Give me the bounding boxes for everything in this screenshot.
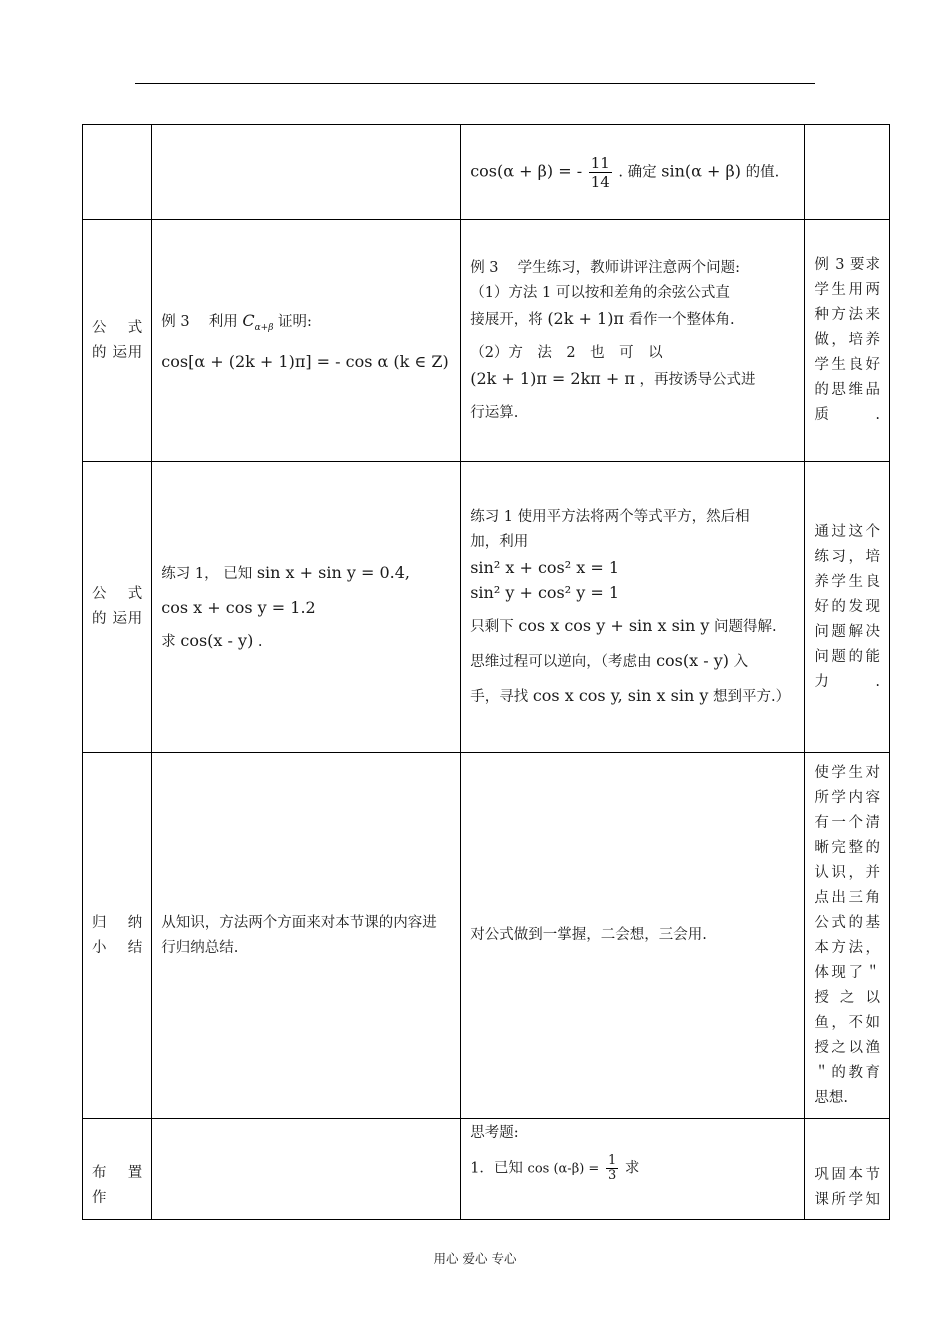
- table-row: [83, 125, 890, 220]
- formula: cos x + cos y = 1.2: [161, 597, 316, 617]
- formula: sin² x + cos² x = 1: [470, 557, 620, 577]
- table-row: [83, 220, 890, 462]
- formula: cos x cos y + sin x sin y: [518, 615, 710, 635]
- activity-cell: 对公式做到一掌握，二会想，三会用.: [461, 753, 805, 1119]
- intent-cell: 通过这个练习，培养学生良好的发现问题解决问题的能力.: [805, 462, 890, 753]
- stage-cell: 公 式 的 运用: [83, 220, 152, 462]
- intent-cell: 使学生对所学内容有一个清晰完整的认识，并点出三角公式的基本方法，体现了＂授之以鱼，不如授之以渔＂的教育思想.: [805, 753, 890, 1119]
- content-cell: [152, 1119, 461, 1220]
- formula: cos(α + β) = -: [470, 161, 583, 180]
- content-cell: 例 3 利用 $C_{\alpha+\beta}$ 证明: cos[α + (2k + 1)π] = - cos α (k ∈ Z): [152, 220, 461, 462]
- content-cell: 练习 1， 已知 sin x + sin y = 0.4, cos x + cos y = 1.2 求 cos(x - y) .: [152, 462, 461, 753]
- formula: sin(α + β): [661, 161, 741, 180]
- stage-cell: 布 置 作: [83, 1119, 152, 1220]
- formula: cos(x - y): [180, 630, 254, 650]
- formula: cos (α-β) =: [527, 1161, 600, 1177]
- content-cell: 从知识，方法两个方面来对本节课的内容进行归纳总结.: [152, 753, 461, 1119]
- activity-cell: 思考题: 1．已知 cos (α-β) = $\frac{1}{3}$ 求: [461, 1119, 805, 1220]
- header-rule: [135, 83, 815, 84]
- content-cell: [152, 125, 461, 220]
- activity-cell: 例 3 学生练习，教师讲评注意两个问题: （1）方法 1 可以按和差角的余弦公式直 接展开，将 (2k + 1)π 看作一个整体角. （2）方 法 2 也 可 以 (2k + 1)π = 2kπ + π ，再按诱导公式进 行运算.: [461, 220, 805, 462]
- formula: sin x + sin y = 0.4,: [256, 562, 411, 582]
- table-row: [83, 753, 890, 1119]
- intent-cell: 例 3 要求学生用两种方法来做，培养学生良好的思维品质.: [805, 220, 890, 462]
- formula: cos(x - y): [656, 650, 729, 670]
- activity-cell: 练习 1 使用平方法将两个等式平方，然后相 加，利用 sin² x + cos² x = 1 sin² y + cos² y = 1 只剩下 cos x cos y + sin x sin y 问题得解. 思维过程可以逆向，（考虑由 cos(x - y) 入 手，寻找 cos x cos y, sin x sin y 想到平方.）: [461, 462, 805, 753]
- stage-cell: 公 式 的 运用: [83, 462, 152, 753]
- stage-cell: [83, 125, 152, 220]
- activity-cell: cos(α + β) = - $\frac{11}{14}$ . 确定 sin(α + β) 的值.: [461, 125, 805, 220]
- stage-cell: 归 纳 小 结: [83, 753, 152, 1119]
- formula: cos[α + (2k + 1)π] = - cos α (k ∈ Z): [161, 351, 449, 371]
- page-footer: 用心 爱心 专心: [433, 1251, 517, 1266]
- table-row: [83, 1119, 890, 1220]
- fraction: $\frac{1}{3}$: [607, 1153, 617, 1183]
- formula: (2k + 1)π = 2kπ + π: [470, 368, 635, 388]
- formula: (2k + 1)π: [547, 308, 624, 328]
- formula: sin² y + cos² y = 1: [470, 582, 620, 602]
- intent-cell: [805, 125, 890, 220]
- lesson-plan-table: [82, 124, 890, 1220]
- table-row: [83, 462, 890, 753]
- intent-cell: 巩固本节课所学知: [805, 1119, 890, 1220]
- fraction: $\frac{11}{14}$: [590, 153, 610, 191]
- formula: cos x cos y, sin x sin y: [532, 685, 709, 705]
